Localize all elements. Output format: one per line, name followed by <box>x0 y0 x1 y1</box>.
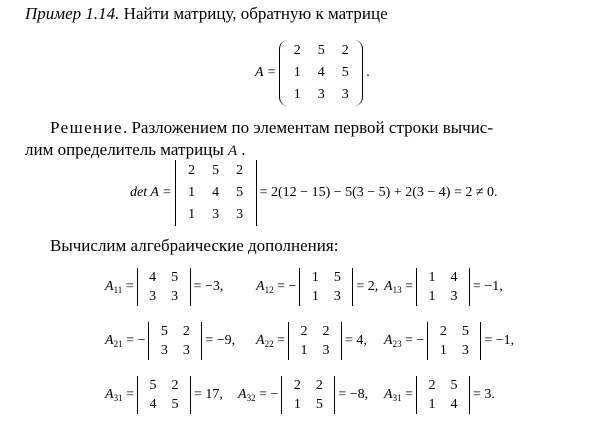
cofactor-label: $A_{23}$ = − <box>384 333 425 349</box>
determinant-label: det A = <box>130 185 172 200</box>
cofactor-minor <box>416 268 470 306</box>
matrix-cell: 1 <box>293 65 301 80</box>
matrix-cell: 4 <box>149 397 157 412</box>
matrix-a-period: . <box>366 65 370 80</box>
matrix-cell: 2 <box>293 378 301 393</box>
matrix-a-label: A = <box>255 65 277 80</box>
matrix-cell: 1 <box>428 270 436 285</box>
matrix-cell: 1 <box>428 397 436 412</box>
cofactor-minor <box>148 322 202 360</box>
matrix-cell: 5 <box>333 270 341 285</box>
cofactor-label: $A_{22}$ = <box>256 333 285 349</box>
cofactor-value: = 17, <box>193 387 223 402</box>
matrix-cell: 2 <box>188 163 196 178</box>
matrix-cell: 5 <box>171 270 179 285</box>
determinant-matrix <box>175 160 257 226</box>
matrix-cell: 3 <box>450 289 458 304</box>
cofactor-value: = 4, <box>344 333 367 348</box>
cofactor-item <box>256 322 367 360</box>
matrix-cell: 5 <box>149 378 157 393</box>
matrix-cell: 4 <box>317 65 325 80</box>
cofactor-value: = −1, <box>484 333 515 348</box>
cofactor-minor <box>288 322 342 360</box>
matrix-cell: 3 <box>341 87 349 102</box>
matrix-cell: 5 <box>236 185 244 200</box>
matrix-cell: 5 <box>341 65 349 80</box>
matrix-cell: 3 <box>322 343 330 358</box>
cofactor-value: = −3, <box>193 279 224 294</box>
cofactor-label: $A_{31}$ = <box>105 387 134 403</box>
example-task: Найти матрицу, обратную к матрице <box>119 4 388 23</box>
matrix-cell: 2 <box>236 163 244 178</box>
matrix-cell: 3 <box>171 289 179 304</box>
solution-word: Решение <box>50 118 123 137</box>
cofactor-label: $A_{21}$ = − <box>105 333 146 349</box>
matrix-a-equation <box>255 40 370 106</box>
cofactor-item <box>256 268 378 306</box>
cofactor-minor <box>281 376 335 414</box>
cofactor-minor <box>137 268 191 306</box>
cofactor-value: = −8, <box>338 387 369 402</box>
cofactor-minor <box>427 322 481 360</box>
matrix-cell: 2 <box>428 378 436 393</box>
cofactor-minor <box>137 376 191 414</box>
matrix-a <box>279 40 363 106</box>
determinant-equation <box>130 160 498 226</box>
cofactor-value: = −9, <box>205 333 236 348</box>
determinant-expansion: = 2(12 − 15) − 5(3 − 5) + 2(3 − 4) = 2 ≠ 0. <box>259 185 498 200</box>
matrix-cell: 3 <box>182 343 190 358</box>
cofactors-heading: Вычислим алгебраические дополнения: <box>50 236 339 255</box>
matrix-cell: 4 <box>149 270 157 285</box>
matrix-cell: 3 <box>317 87 325 102</box>
cofactor-label: $A_{12}$ = − <box>256 279 297 295</box>
matrix-cell: 4 <box>450 270 458 285</box>
matrix-cell: 3 <box>160 343 168 358</box>
cofactor-item <box>384 376 495 414</box>
matrix-cell: 3 <box>149 289 157 304</box>
matrix-cell: 5 <box>212 163 220 178</box>
matrix-cell: 3 <box>461 343 469 358</box>
matrix-cell: 1 <box>300 343 308 358</box>
matrix-cell: 3 <box>212 207 220 222</box>
matrix-cell: 2 <box>293 43 301 58</box>
matrix-cell: 2 <box>341 43 349 58</box>
matrix-cell: 4 <box>212 185 220 200</box>
matrix-cell: 2 <box>171 378 179 393</box>
matrix-cell: 1 <box>311 270 319 285</box>
cofactor-value: = −1, <box>472 279 503 294</box>
cofactor-item <box>238 376 368 414</box>
matrix-cell: 3 <box>333 289 341 304</box>
cofactor-minor <box>416 376 470 414</box>
matrix-cell: 2 <box>439 324 447 339</box>
matrix-cell: 5 <box>171 397 179 412</box>
example-heading <box>25 4 388 24</box>
cofactor-item <box>384 322 514 360</box>
solution-line-1 <box>50 118 493 138</box>
cofactor-label: $A_{13}$ = <box>384 279 413 295</box>
matrix-cell: 1 <box>293 87 301 102</box>
cofactor-item <box>384 268 503 306</box>
solution-text-2: лим определитель матрицы <box>25 140 228 159</box>
cofactor-item <box>105 376 223 414</box>
matrix-cell: 5 <box>317 43 325 58</box>
cofactor-value: = 2, <box>356 279 379 294</box>
solution-var: A <box>228 143 238 159</box>
solution-text-2-end: . <box>237 140 246 159</box>
solution-text-1: . Разложением по элементам первой строки вычис- <box>122 118 493 137</box>
cofactor-minor <box>299 268 353 306</box>
cofactor-item <box>105 268 223 306</box>
matrix-cell: 1 <box>188 207 196 222</box>
matrix-cell: 2 <box>300 324 308 339</box>
matrix-cell: 2 <box>322 324 330 339</box>
matrix-cell: 4 <box>450 397 458 412</box>
matrix-cell: 1 <box>439 343 447 358</box>
cofactor-item <box>105 322 235 360</box>
cofactor-label: $A_{32}$ = − <box>238 387 279 403</box>
matrix-cell: 5 <box>461 324 469 339</box>
matrix-cell: 1 <box>311 289 319 304</box>
matrix-cell: 1 <box>293 397 301 412</box>
matrix-cell: 5 <box>315 397 323 412</box>
solution-line-2 <box>25 140 246 161</box>
matrix-cell: 3 <box>236 207 244 222</box>
cofactor-value: = 3. <box>472 387 495 402</box>
cofactor-label: $A_{31}$ = <box>384 387 413 403</box>
matrix-cell: 5 <box>450 378 458 393</box>
matrix-cell: 2 <box>315 378 323 393</box>
example-label: Пример 1.14. <box>25 4 120 23</box>
cofactor-label: $A_{11}$ = <box>105 279 134 295</box>
matrix-cell: 5 <box>160 324 168 339</box>
matrix-cell: 2 <box>182 324 190 339</box>
matrix-cell: 1 <box>188 185 196 200</box>
matrix-cell: 1 <box>428 289 436 304</box>
